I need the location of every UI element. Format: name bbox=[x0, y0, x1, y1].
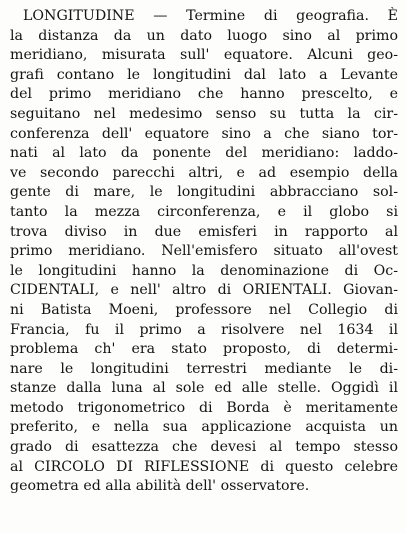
entry-line: la distanza da un dato luogo sino al primo bbox=[10, 27, 398, 44]
entry-line: CIDENTALI, e nell' altro di ORIENTALI. Giovan- bbox=[10, 282, 398, 299]
entry-line: ve secondo parecchi altri, e ad esempio della bbox=[10, 164, 398, 181]
encyclopedia-entry-longitudine bbox=[10, 7, 398, 497]
entry-line: geometra ed alla abilità dell' osservatore. bbox=[10, 478, 310, 495]
entry-line: seguitano nel medesimo senso su tutta la cir- bbox=[10, 105, 398, 122]
entry-line: ni Batista Moeni, professore nel Collegio di bbox=[10, 301, 398, 318]
entry-line: tanto la mezza circonferenza, e il globo si bbox=[10, 203, 398, 220]
entry-line: preferito, e nella sua applicazione acquista un bbox=[10, 419, 398, 436]
entry-line: problema ch' era stato proposto, di determi- bbox=[10, 341, 398, 358]
entry-line: LONGITUDINE — Termine di geografia. È bbox=[23, 8, 398, 24]
entry-line: gente di mare, le longitudini abbracciano sol- bbox=[10, 184, 398, 201]
entry-line: grafi contano le longitudini dal lato a Levante bbox=[10, 66, 398, 83]
entry-line: al CIRCOLO DI RIFLESSIONE di questo celebre bbox=[10, 458, 398, 475]
entry-line: nati al lato da ponente del meridiano: laddo- bbox=[10, 145, 398, 162]
entry-line: conferenza dell' equatore sino a che siano tor- bbox=[10, 125, 398, 142]
entry-line: Francia, fu il primo a risolvere nel 1634 il bbox=[10, 321, 398, 338]
entry-line: grado di esattezza che devesi al tempo stesso bbox=[10, 439, 398, 456]
entry-line: meridiano, misurata sull' equatore. Alcuni geo- bbox=[10, 47, 398, 64]
entry-line: nare le longitudini terrestri mediante le di- bbox=[10, 360, 398, 377]
entry-line: metodo trigonometrico di Borda è meritamente bbox=[10, 399, 398, 416]
entry-line: stanze dalla luna al sole ed alle stelle. Oggidì il bbox=[10, 380, 398, 397]
entry-line: del primo meridiano che hanno prescelto, e bbox=[10, 86, 398, 103]
entry-line: primo meridiano. Nell'emisfero situato all'ovest bbox=[10, 243, 398, 260]
entry-line: le longitudini hanno la denominazione di Oc- bbox=[10, 262, 398, 279]
entry-line: trova diviso in due emisferi in rapporto al bbox=[10, 223, 398, 240]
